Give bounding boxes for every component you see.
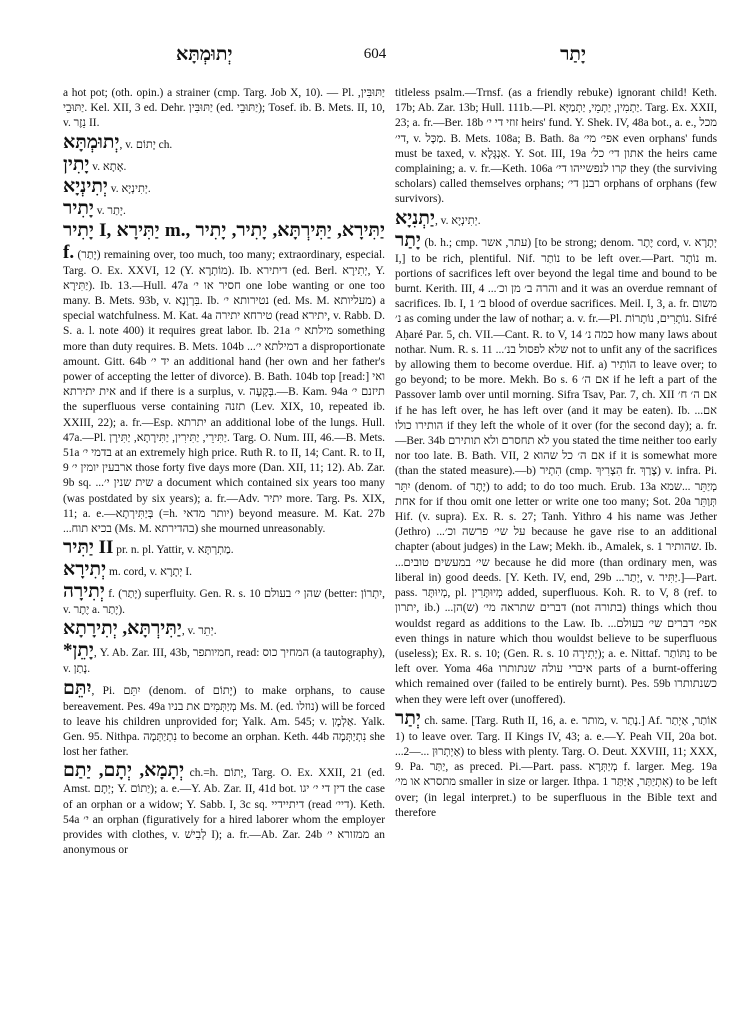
entry-text: v. יָתוֹם ch. [125,138,173,151]
left-guide-word: יְתוּמְתָּא [176,44,233,65]
entry-text: v. יְתִינְיָא. [110,182,151,195]
entry-text: m. cord, v. יְתָרָא I. [108,566,192,579]
entry-text: pr. n. pl. Yattir, v. מַתְרְתָּא. [116,544,234,557]
entry-text: v. יָתַר. [96,204,126,217]
dictionary-entry [63,176,385,198]
dictionary-entry [395,708,717,821]
dictionary-entry: יַתִּירְתָּא, יְתִירָתָא, v. יְתֵר. [63,618,217,640]
entry-text: f. (יָתַר) superfluity. Gen. R. s. 10 שהן י׳ בעולם (better: יִתְרוֹן, v. יֶתֶר a. יָתַר). [63,588,385,617]
entry-headword: יִתֵּם [63,677,92,699]
dictionary-entry [395,230,717,708]
entry-text: v. יְתִינְיָא. [440,214,481,227]
entry-headword: יַתְנִיָא [395,207,435,229]
entry-text: a hot pot; (oth. opin.) a strainer (cmp. Targ. Job X, 10). — Pl. יַתּוּבִּין, יַתּוּבֵי. Kel. XII, 3 ed. Dehr. יַתּוּבִּין (ed. יַתּוּבֵי); Tosef. ib. B. Mets. II, 10, v. נֵזֶר II. [63,87,385,130]
right-guide-word: יָתַר [560,44,586,65]
right-column [395,86,717,1006]
dictionary-entry: יִתֵּם, Pi. יִתֵּם (denom. of יָתוֹם) to make orphans, to cause bereavement. Pes. 49a מְיַתְּמִים את בניו Ms. M. (ed. נוזלו) will be forced to leave his children unprovided for; Yalk. Am. 545; v. אַלְמָן. Yalk. Gen. 95. Nithpa. נִתְיַתְּמָה to become an orphan. Keth. 44b נִתְיַתְּמָה she lost her father. [63,677,385,759]
entry-headword: יְתִירָא [63,559,107,581]
dictionary-entry [63,198,385,220]
entry-text: ch.=h. יָתוֹם, Targ. O. Ex. XXII, 21 (ed. Amst. יְתָם; Y. יַתוֹם); a. e.—Y. Ab. Zar. II, 41d bot. דין די י׳ יגו the case of an orphan or a widow; Y. Sabb. I, 3c sq. דיתיידיי (read דיי׳). Keth. 54a י׳ an orphan (figuratively for a hired laborer whom the employer provides with clothes, v. לְבִישׁ I); a. fr.—Ab. Zar. 24b ממזורא י׳ an anonymous or [63,767,385,857]
dictionary-entry: יַתְנִיָא, v. יְתִינְיָא. [395,207,481,229]
dictionary-entry [63,581,385,618]
left-column [63,86,385,1006]
entry-text: titleless psalm.—Trnsf. (as a friendly rebuke) ignorant child! Keth. 17b; Ab. Zar. 13b; Hull. 111b.—Pl. יַתְמִין, יַתְמֵי, יַתְמַיָּא. Targ. Ex. XXII, 23; a. fr.—Ber. 18b זוזי די י׳ heirs' fund. Y. Shek. IV, 48a bot., a. e., מכל די׳, v. מַכָּל. B. Mets. 108a; B. Bath. 8a אפי׳ מי׳ even orphans' funds must be taxed, v. אַנְגָּלָא. Y. Sot. III, 19a אתון די׳ כל׳ the heirs came complaining; a. v. fr.—Keth. 106a קרו לנפשייהו די׳ they (the surviving scholars) called themselves orphans; רבנן די׳ orphans of orphans (few survivors). [395,87,717,206]
entry-headword: *יָתֵן [63,640,94,662]
dictionary-entry [63,220,385,538]
dictionary-entry: *יָתֵן, Y. Ab. Zar. III, 43b, חמיותפר, read: המחיך כוס (a tautography), v. נָתַן. [63,640,385,676]
dictionary-entry [63,559,385,581]
entry-headword: יָתִיר I, יַתִּירָא m., יַתִּירָא, יַתִּירְתָּא, יָתִיר, יָתִיר f. [63,219,385,263]
entry-text: ch. same. [Targ. Ruth II, 16, a. e. מותר, v. נָתַר.] Af. אוֹתַר, אַיְתַר 1) to leave over. Targ. II Kings IV, 43; a. e.—Y. Peah VII, 20a bot. ...אַיְתְרוּן ...—2) to bless with plenty. Targ. O. Deut. XXVIII, 11; XXX, 9. Pa. יַתַּר, as preced. Pi.—Part. pass. מְיַתְּרָא f. larger. Meg. 19a מתסרא או מי׳ smaller in size or larger. Ithpa. אִתְיַתַּר, אִיַּתַּר 1) to be left over; (in legal interpret.) to be superfluous in the Bible text and therefore [395,714,717,819]
entry-headword: יְתַר [395,707,421,729]
entry-headword: יְתִירָה [63,581,105,603]
entry-text: Y. Ab. Zar. III, 43b, חמיותפר, read: המחיך כוס (a tautography), v. נָתַן. [63,647,385,676]
entry-headword: יָתִיר [63,197,94,219]
dictionary-entry: יְתוּמְתָּא, v. יָתוֹם ch. [63,131,173,153]
entry-text: v. יְתֵר. [187,625,217,638]
entry-headword: יָתַר [395,229,421,251]
dictionary-entry [63,537,385,559]
entry-headword: יָתִין [63,153,90,175]
entry-headword: יְתִינְיָא [63,175,108,197]
entry-text: v. אָתָא. [92,160,127,173]
entry-continuation [395,86,717,208]
entry-headword: יַתִּיר II [63,537,114,559]
entry-headword: יְתָמָא, יְתָם, יַתַם [63,760,185,782]
dictionary-entry [63,760,385,858]
entry-continuation [63,86,385,132]
entry-headword: יַתִּירְתָּא, יְתִירָתָא [63,618,182,640]
entry-text: Pi. יִתֵּם (denom. of יָתוֹם) to make orphans, to cause bereavement. Pes. 49a מְיַתְּמִים את בניו Ms. M. (ed. נוזלו) will be forced to leave his children unprovided for; Yalk. Am. 545; v. אַלְמָן. Yalk. Gen. 95. Nithpa. נִתְיַתְּמָה to become an orphan. Keth. 44b נִתְיַתְּמָה she lost her father. [63,684,385,759]
running-head [64,40,686,70]
entry-text: (יָתַר) remaining over, too much, too many; extraordinary, especial. Targ. O. Ex. XXVI, 12 (Y. מוֹתְרָא). Ib. דיתירא (ed. Berl. יְתִירָא, Y. יַתִּירָא). Ib. 13.—Hull. 47a חסיר או י׳ one lobe wanting or one too many. B. Mets. 93b, v. בִּרְוָנָא. Ib. נטירותא י׳ (ed. Ms. M. מעליותא) a special watchfulness. M. Kat. 4a טירחא יתירה (read יתירא, v. Rabb. D. S. a. l. note 400) it requires great labor. Ib. 21a מילתא י׳ something more than duty requires. B. Mets. 104b ...דמילתא י׳ a disproportionate amount. Gitt. 64b יד י׳ an additional hand (her own and her father's power of accepting the letter of divorce). B. Bath. 104b top [read:] ואי אית יתירתא and if there is a surplus, v. בְּקָעָה.—B. Kam. 94a תיזנם י׳ the superfluous verse containing תזנה (Lev. XIX, 10, repeated ib. XXIII, 22); a. fr.—Esp. יתרתא an additional lobe of the lungs. Hull. 47a.—Pl. יַתִּירֵי, יַתִּירִין, יַתִּירָתָא, יַתִּירָן. Targ. O. Num. III, 46.—B. Mets. 51a בדמי י׳ at an extremely high price. Ruth R. to II, 14; Cant. R. to II, 9 ארבעין יומין י׳ those forty five days more (Dan. XII, 11; 12). Ab. Zar. 9b sq. ...שית שנין י׳ a document which contained six years too many (was postdated by six years); a. fr.—Adv. יתיר more. Targ. Ps. XIX, 11; a. e.—בְּיַתִּירְתָא (=h. יותר מדאי) beyond measure. M. Kat. 27b ...בכיא תוח (Ms. M. בהדירתא) she mourned unreasonably. [63,248,385,536]
entry-text: (b. h.; cmp. עתר, אשר) [to be strong; denom. יֶתֶר cord, v. יְתָרָא I,] to be rich, plentiful. Nif. נוֹתַר to be left over.—Part. נוֹתָר m. portions of sacrifices left over beyond the legal time and bound to be burnt. Kerith. III, 4 ...והרה ב׳ מן וכ׳ and it was an overdue remnant of sacrifices. Ib. I, 1 ב׳ blood of overdue sacrifices. Meil. I, 3, a. fr. משום נ׳ as coming under the law of nothar; a. v. fr.—Pl. נוֹתָרִים, נוֹתָרוֹת. Sifré Aḥaré Par. 5, ch. VII.—Cant. R. to V, 14 כמה נ׳ how many laws about nothar. Num. R. s. 11 ...שלא לפסול בנ׳ not to unfit any of the sacrifices by allowing them to become overdue. Hif. a) הוֹתִיר to leave over; to go beyond; to be more. Mekh. Bo s. 6 אם ה׳ if he left a part of the Passover lamb over until morning. Sifra Tsav, Par. 7, ch. XII אם ה׳ ח׳ if he has left over, he has left over (and it may be eaten). Ib. ...אם הותירו כולו if they left the whole of it over (for the second day); a. fr.—Ber. 34b לא תחסרם ולא תותירם you stated the time neither too early nor too late. B. Bath. VII, 2 אם ה׳ כל שהוא if it is somewhat more (than the stated measure).—b) הִתְיר (cmp. הִצְרִיךְ fr. צָרַךְ) v. infra. Pi. יִתֵּר (denom. of יֶתֶר) to add; to do too much. Erub. 13a מְיַתֵּר ...שמא אחת for if thou omit one letter or write one too many; Sot. 20a תְּוַתֵּר Hif. (v. supra). Ex. R. s. 27; Tanh. Yithro 4 his name was Jether (Jethro) ...על שי׳ פרשה וכ׳ because he gave rise to an additional chapter (about judges) in the Law; Mekh. ib., Amalek, s. 1 שהותיר. Ib. ...שי׳ במעשים טובים because he did more (than ordinary men, was liberal in) good deeds. [Y. Keth. IV, end, 29b ...יְתַר, v. יַתִּיר.]—Part. pass. מְיוּתָּר, pl. מְיוּתָּרִין added, superfluous. Koh. R. to V, 8 (ref. to יתרון, ib.) ...דברים שתראה מי׳ (ש)הן (not בתורה) things which thou wouldst regard as additions to the Law. Ib. ...אפי׳ דברים שי׳ בעולם even things in nature which thou wouldst believe to be superfluous (useless); Ex. R. s. 10; (Gen. R. s. 10 יְתִירָה); a. e. Nittaf. נִתּוֹתַר to be left over. Yoma 46a איברי עולה שנתותרו parts of a burnt-offering which remained over (failed to be entirely burnt). Pes. 59b כשנתותרו when they were left over (unoffered). [395,236,717,706]
dictionary-entry [63,154,385,176]
entry-headword: יְתוּמְתָּא [63,131,120,153]
page-number: 604 [363,46,387,62]
